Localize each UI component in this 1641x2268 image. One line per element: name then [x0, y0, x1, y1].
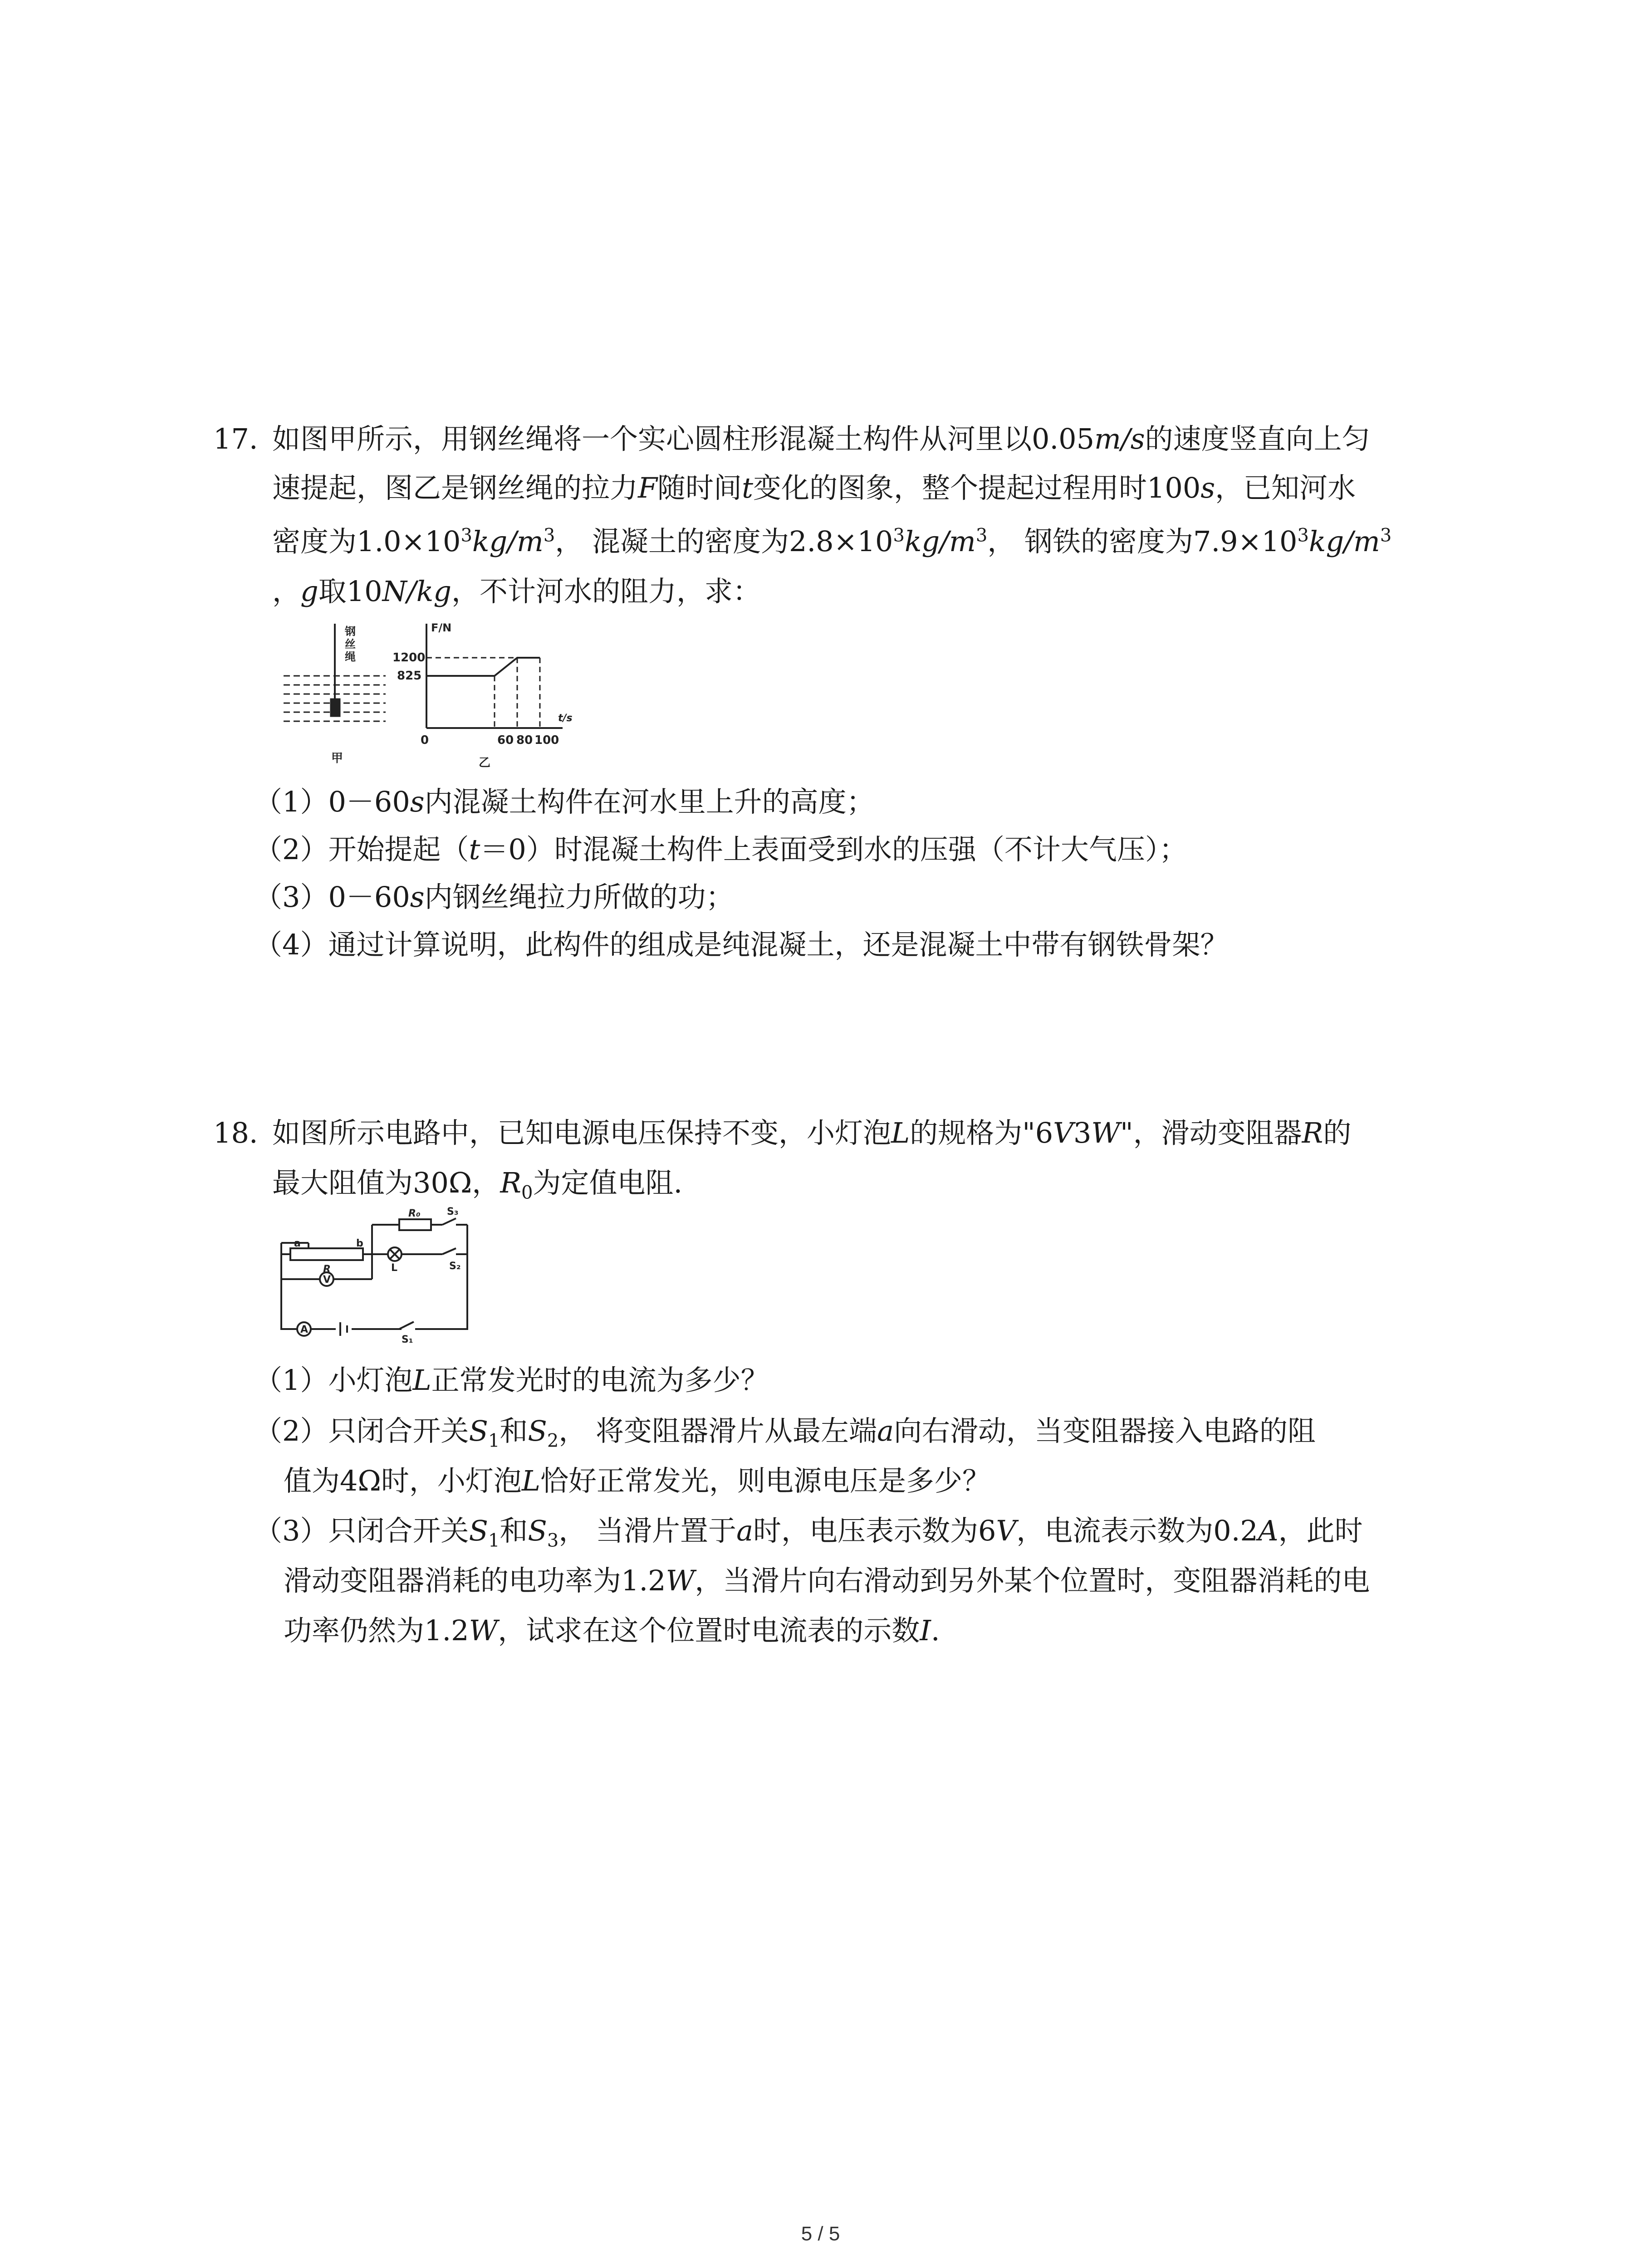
- y-axis-label: F/N: [431, 621, 452, 634]
- label-r0: R₀: [408, 1208, 421, 1219]
- q17-line-3: 密度为$1.0\times 10^3kg/m^3$， 混凝土的密度为$2.8\times 10^3kg/m^3$， 钢铁的密度为$7.9\times 10^3kg/m^3$: [272, 525, 1392, 558]
- rope-char-2: 丝: [345, 638, 356, 650]
- force-curve: [426, 658, 540, 676]
- graph-marks: [426, 658, 540, 728]
- q18-sub-2-line-2: 值为4Ω时，小灯泡L恰好正常发光，则电源电压是多少？: [284, 1464, 991, 1497]
- switch-s2: [442, 1248, 456, 1254]
- question-number: 18.: [213, 1116, 258, 1149]
- q18-sub-2-line-1: （2）只闭合开关$S_1$和$S_2$， 将变阻器滑片从最左端a向右滑动，当变阻器接入电路的阻: [254, 1414, 1316, 1452]
- resistor-r0: [399, 1219, 431, 1230]
- label-a: a: [294, 1238, 301, 1249]
- q18-line-2: 最大阻值为30Ω，$R_0$为定值电阻.: [272, 1166, 683, 1203]
- label-v: V: [323, 1274, 331, 1286]
- question-number: 17.: [213, 422, 258, 455]
- rope-label: [344, 625, 359, 663]
- figure-yi-graph: [392, 621, 573, 747]
- figure-jia: [284, 624, 386, 721]
- q17-figure-svg: [281, 621, 599, 771]
- rope-char-1: 钢: [345, 625, 356, 638]
- label-s1: S₁: [402, 1334, 413, 1343]
- y-tick-1200: 1200: [392, 651, 426, 665]
- q17-line-2: 速提起，图乙是钢丝绳的拉力F随时间t变化的图象，整个提起过程用时100s，已知河水: [272, 471, 1356, 504]
- label-amm: A: [300, 1324, 309, 1335]
- q18-sub-3-line-3: 功率仍然为1.2W，试求在这个位置时电流表的示数I.: [284, 1614, 940, 1647]
- label-r: R: [323, 1264, 331, 1275]
- page-footer: 5 / 5: [801, 2223, 840, 2245]
- q17-figure: [281, 621, 599, 771]
- q17-sub-1: （1）0－60s内混凝土构件在河水里上升的高度；: [254, 785, 875, 818]
- label-b: b: [356, 1238, 363, 1249]
- outer-wire: [281, 1243, 467, 1329]
- q17-line-4: ，g取10N/kg，不计河水的阻力，求：: [272, 575, 761, 608]
- label-s2: S₂: [449, 1261, 461, 1272]
- label-l: L: [391, 1262, 398, 1274]
- q17-sub-4: （4）通过计算说明，此构件的组成是纯混凝土，还是混凝土中带有钢铁骨架？: [254, 928, 1229, 961]
- x-tick-80: 80: [516, 733, 533, 747]
- rheostat-r: [290, 1248, 363, 1260]
- q17-sub-3: （3）0－60s内钢丝绳拉力所做的功；: [254, 880, 734, 914]
- concrete-block: [330, 699, 340, 717]
- circuit-svg: [272, 1207, 481, 1343]
- label-jia: 甲: [331, 752, 343, 765]
- label-s3: S₃: [447, 1207, 459, 1217]
- q18-circuit-figure: [272, 1207, 481, 1343]
- label-yi: 乙: [479, 756, 491, 770]
- q18-sub-3-line-1: （3）只闭合开关$S_1$和$S_3$， 当滑片置于a时，电压表示数为6V，电流表示数为0.2A，此时: [254, 1514, 1363, 1551]
- x-tick-100: 100: [534, 733, 559, 747]
- y-tick-825: 825: [397, 669, 422, 683]
- switch-s3: [442, 1218, 456, 1225]
- battery-gap: [336, 1322, 352, 1336]
- q18-sub-1: （1）小灯泡L正常发光时的电流为多少？: [254, 1364, 769, 1397]
- q17-line-1: 如图甲所示，用钢丝绳将一个实心圆柱形混凝土构件从河里以0.05m/s的速度竖直向上匀: [272, 422, 1370, 455]
- rope-char-3: 绳: [345, 650, 356, 663]
- x-tick-origin: 0: [421, 733, 429, 747]
- q17-sub-2: （2）开始提起（t＝0）时混凝土构件上表面受到水的压强（不计大气压）；: [254, 833, 1187, 866]
- q18-line-1: 如图所示电路中，已知电源电压保持不变，小灯泡L的规格为"6V3W"，滑动变阻器R的: [272, 1116, 1352, 1149]
- q18-sub-3-line-2: 滑动变阻器消耗的电功率为1.2W，当滑片向右滑动到另外某个位置时，变阻器消耗的电: [284, 1564, 1370, 1597]
- x-tick-60: 60: [497, 733, 514, 747]
- x-axis-label: t/s: [558, 713, 573, 724]
